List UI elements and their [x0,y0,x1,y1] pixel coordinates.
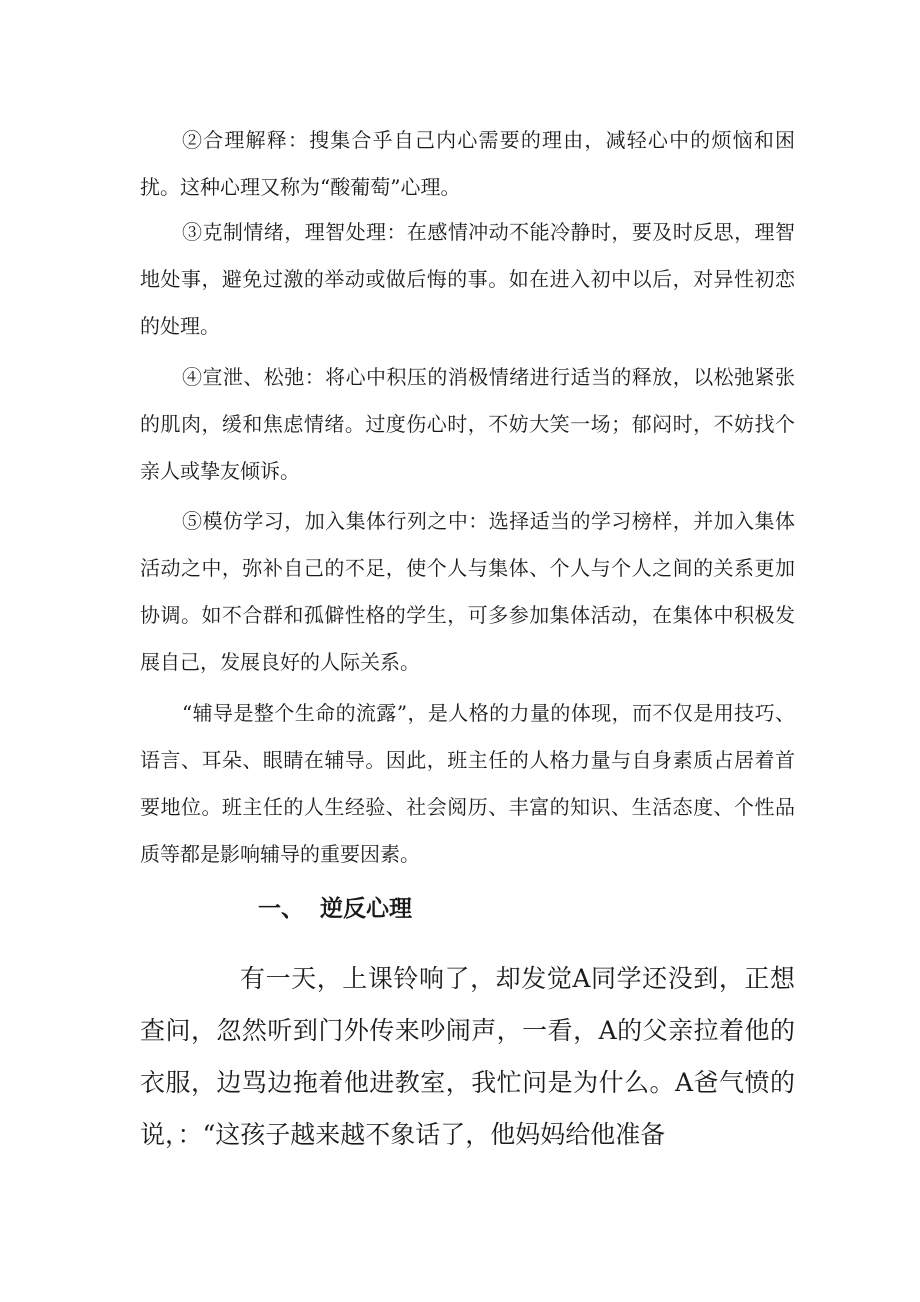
paragraph-guidance-personality: “辅导是整个生命的流露”，是人格的力量的体现，而不仅是用技巧、语言、耳朵、眼睛在辅导。因此，班主任的人格力量与自身素质占居着首要地位。班主任的人生经验、社会阅历、丰富的知识、生活态度、个性品质等都是影响辅导的重要因素。 [140,701,795,866]
paragraph-rationalization: ②合理解释：搜集合乎自己内心需要的理由，减轻心中的烦恼和困扰。这种心理又称为“酸葡萄”心理。 [140,128,795,199]
paragraph-imitation-learning: ⑤模仿学习，加入集体行列之中：选择适当的学习榜样，并加入集体活动之中，弥补自己的不足，使个人与集体、个人与个人之间的关系更加协调。如不合群和孤僻性格的学生，可多参加集体活动，在集体中积极发展自己，发展良好的人际关系。 [140,509,795,674]
story-paragraph: 有一天，上课铃响了，却发觉A同学还没到，正想查问，忽然听到门外传来吵闹声，一看，A的父亲拉着他的衣服，边骂边拖着他进教室，我忙问是为什么。A爸气愤的说，：“这孩子越来越不象话了，他妈妈给他准备 [140,964,795,1149]
section-heading: 一、 逆反心理 [258,896,413,922]
paragraph-venting-relaxation: ④宣泄、松弛：将心中积压的消极情绪进行适当的释放，以松弛紧张的肌肉，缓和焦虑情绪。过度伤心时，不妨大笑一场；郁闷时，不妨找个亲人或挚友倾诉。 [140,365,795,483]
paragraph-emotion-control: ③克制情绪，理智处理：在感情冲动不能冷静时，要及时反思，理智地处事，避免过激的举动或做后悔的事。如在进入初中以后，对异性初恋的处理。 [140,220,795,338]
